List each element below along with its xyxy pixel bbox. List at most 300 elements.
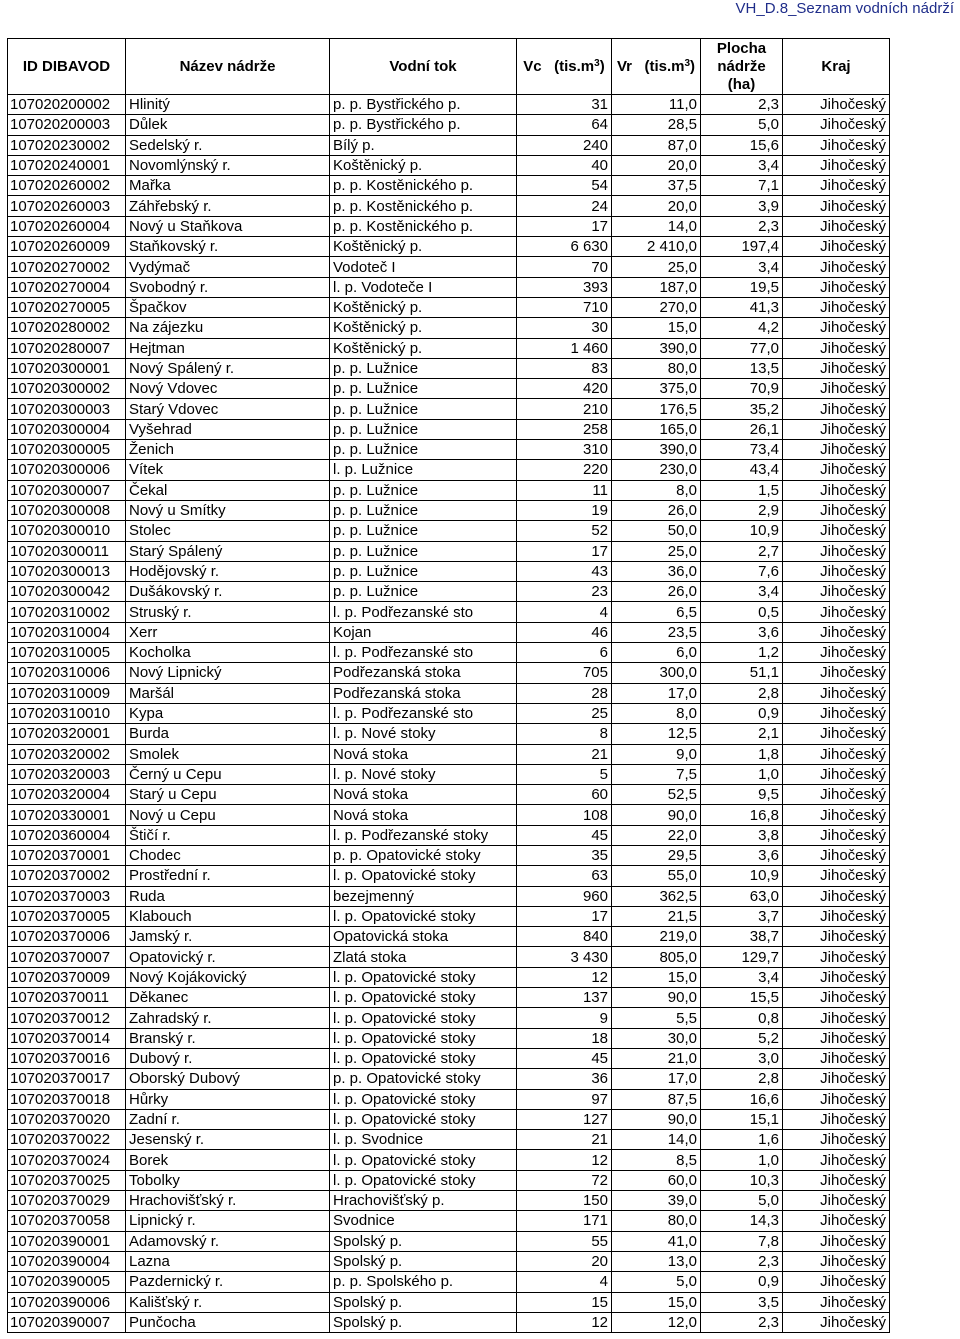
- cell-name: Na zájezku: [126, 318, 330, 338]
- cell-id: 107020370001: [8, 845, 126, 865]
- table-row: [8, 703, 890, 723]
- cell-vc: 258: [517, 419, 612, 439]
- page-header: VH_D.8_Seznam vodních nádrží: [735, 0, 954, 17]
- cell-region: Jihočeský: [783, 643, 890, 663]
- cell-vc: 21: [517, 1130, 612, 1150]
- table-row: [8, 866, 890, 886]
- cell-vc: 4: [517, 602, 612, 622]
- table-row: [8, 237, 890, 257]
- cell-id: 107020300010: [8, 521, 126, 541]
- cell-region: Jihočeský: [783, 1211, 890, 1231]
- cell-stream: Kojan: [330, 622, 517, 642]
- cell-stream: p. p. Lužnice: [330, 541, 517, 561]
- cell-id: 107020230002: [8, 135, 126, 155]
- cell-vc: 127: [517, 1109, 612, 1129]
- cell-id: 107020300042: [8, 582, 126, 602]
- cell-id: 107020200002: [8, 95, 126, 115]
- cell-id: 107020300001: [8, 358, 126, 378]
- cell-region: Jihočeský: [783, 135, 890, 155]
- cell-name: Nový u Smítky: [126, 500, 330, 520]
- cell-vr: 390,0: [612, 440, 701, 460]
- header-vc-unit-post: ): [599, 57, 605, 75]
- table-row: [8, 988, 890, 1008]
- header-area-line2: nádrže: [717, 57, 766, 75]
- cell-vc: 97: [517, 1089, 612, 1109]
- cell-name: Svobodný r.: [126, 277, 330, 297]
- table-row: [8, 379, 890, 399]
- cell-region: Jihočeský: [783, 440, 890, 460]
- cell-id: 107020370009: [8, 967, 126, 987]
- cell-stream: l. p. Opatovické stoky: [330, 1028, 517, 1048]
- cell-stream: p. p. Lužnice: [330, 500, 517, 520]
- cell-vc: 137: [517, 988, 612, 1008]
- cell-vr: 362,5: [612, 886, 701, 906]
- cell-name: Xerr: [126, 622, 330, 642]
- cell-area: 3,6: [701, 622, 783, 642]
- cell-stream: Spolský p.: [330, 1292, 517, 1312]
- cell-vr: 87,5: [612, 1089, 701, 1109]
- cell-vc: 9: [517, 1008, 612, 1028]
- cell-region: Jihočeský: [783, 582, 890, 602]
- cell-name: Hůrky: [126, 1089, 330, 1109]
- cell-id: 107020390004: [8, 1251, 126, 1271]
- cell-vr: 90,0: [612, 805, 701, 825]
- cell-region: Jihočeský: [783, 805, 890, 825]
- table-row: [8, 176, 890, 196]
- cell-region: Jihočeský: [783, 95, 890, 115]
- cell-stream: p. p. Lužnice: [330, 480, 517, 500]
- cell-name: Nový Spálený r.: [126, 358, 330, 378]
- cell-region: Jihočeský: [783, 866, 890, 886]
- table-row: [8, 257, 890, 277]
- cell-id: 107020310010: [8, 703, 126, 723]
- table-row: [8, 440, 890, 460]
- cell-region: Jihočeský: [783, 825, 890, 845]
- cell-area: 3,4: [701, 967, 783, 987]
- cell-region: Jihočeský: [783, 1028, 890, 1048]
- cell-stream: p. p. Spolského p.: [330, 1272, 517, 1292]
- cell-region: Jihočeský: [783, 480, 890, 500]
- cell-vr: 90,0: [612, 1109, 701, 1129]
- table-row: [8, 724, 890, 744]
- table-row: [8, 521, 890, 541]
- cell-id: 107020370005: [8, 906, 126, 926]
- cell-region: Jihočeský: [783, 521, 890, 541]
- cell-vc: 18: [517, 1028, 612, 1048]
- cell-name: Dušákovský r.: [126, 582, 330, 602]
- header-vc-label: Vc: [523, 57, 542, 75]
- cell-vc: 12: [517, 1150, 612, 1170]
- cell-id: 107020370020: [8, 1109, 126, 1129]
- table-row: [8, 1150, 890, 1170]
- cell-name: Dubový r.: [126, 1048, 330, 1068]
- cell-id: 107020280007: [8, 338, 126, 358]
- cell-stream: l. p. Podřezanské sto: [330, 643, 517, 663]
- table-row: [8, 805, 890, 825]
- table-row: [8, 1170, 890, 1190]
- cell-stream: Nová stoka: [330, 744, 517, 764]
- table-row: [8, 683, 890, 703]
- cell-area: 10,9: [701, 521, 783, 541]
- cell-id: 107020370017: [8, 1069, 126, 1089]
- reservoir-table: [7, 38, 890, 1333]
- cell-id: 107020260004: [8, 216, 126, 236]
- cell-name: Děkanec: [126, 988, 330, 1008]
- cell-area: 7,6: [701, 561, 783, 581]
- cell-area: 3,4: [701, 155, 783, 175]
- cell-stream: Koštěnický p.: [330, 338, 517, 358]
- cell-id: 107020300005: [8, 440, 126, 460]
- cell-id: 107020300011: [8, 541, 126, 561]
- cell-vr: 8,0: [612, 703, 701, 723]
- cell-stream: l. p. Opatovické stoky: [330, 1089, 517, 1109]
- cell-region: Jihočeský: [783, 1109, 890, 1129]
- table-row: [8, 155, 890, 175]
- table-row: [8, 1211, 890, 1231]
- cell-region: Jihočeský: [783, 196, 890, 216]
- cell-vc: 24: [517, 196, 612, 216]
- cell-id: 107020310005: [8, 643, 126, 663]
- cell-vr: 8,0: [612, 480, 701, 500]
- table-row: [8, 358, 890, 378]
- cell-vc: 46: [517, 622, 612, 642]
- cell-region: Jihočeský: [783, 724, 890, 744]
- cell-stream: Spolský p.: [330, 1312, 517, 1332]
- cell-name: Tobolky: [126, 1170, 330, 1190]
- table-row: [8, 1312, 890, 1332]
- cell-region: Jihočeský: [783, 1089, 890, 1109]
- cell-name: Klabouch: [126, 906, 330, 926]
- cell-stream: p. p. Lužnice: [330, 358, 517, 378]
- table-row: [8, 318, 890, 338]
- cell-vc: 5: [517, 764, 612, 784]
- cell-area: 15,5: [701, 988, 783, 1008]
- cell-stream: p. p. Bystřického p.: [330, 95, 517, 115]
- table-row: [8, 460, 890, 480]
- cell-id: 107020300004: [8, 419, 126, 439]
- cell-id: 107020370016: [8, 1048, 126, 1068]
- cell-vr: 22,0: [612, 825, 701, 845]
- cell-vr: 21,0: [612, 1048, 701, 1068]
- cell-vc: 15: [517, 1292, 612, 1312]
- table-row: [8, 1251, 890, 1271]
- cell-name: Stolec: [126, 521, 330, 541]
- cell-vc: 52: [517, 521, 612, 541]
- cell-area: 10,3: [701, 1170, 783, 1190]
- cell-vr: 23,5: [612, 622, 701, 642]
- cell-area: 5,0: [701, 1191, 783, 1211]
- cell-vr: 165,0: [612, 419, 701, 439]
- cell-stream: Zlatá stoka: [330, 947, 517, 967]
- cell-region: Jihočeský: [783, 379, 890, 399]
- cell-vr: 5,5: [612, 1008, 701, 1028]
- cell-vc: 63: [517, 866, 612, 886]
- cell-vr: 7,5: [612, 764, 701, 784]
- cell-region: Jihočeský: [783, 1231, 890, 1251]
- cell-vc: 25: [517, 703, 612, 723]
- cell-area: 2,8: [701, 1069, 783, 1089]
- table-row: [8, 622, 890, 642]
- cell-region: Jihočeský: [783, 338, 890, 358]
- table-row: [8, 764, 890, 784]
- cell-vc: 54: [517, 176, 612, 196]
- cell-region: Jihočeský: [783, 1272, 890, 1292]
- cell-vr: 12,5: [612, 724, 701, 744]
- cell-id: 107020370024: [8, 1150, 126, 1170]
- cell-id: 107020320002: [8, 744, 126, 764]
- cell-stream: Podřezanská stoka: [330, 663, 517, 683]
- cell-stream: l. p. Opatovické stoky: [330, 1150, 517, 1170]
- cell-id: 107020240001: [8, 155, 126, 175]
- cell-id: 107020330001: [8, 805, 126, 825]
- cell-id: 107020370006: [8, 927, 126, 947]
- cell-stream: Podřezanská stoka: [330, 683, 517, 703]
- table-row: [8, 480, 890, 500]
- cell-region: Jihočeský: [783, 744, 890, 764]
- table-row: [8, 886, 890, 906]
- cell-vr: 52,5: [612, 785, 701, 805]
- cell-stream: l. p. Podřezanské stoky: [330, 825, 517, 845]
- cell-vr: 26,0: [612, 582, 701, 602]
- cell-area: 1,6: [701, 1130, 783, 1150]
- cell-name: Zahradský r.: [126, 1008, 330, 1028]
- table-row: [8, 906, 890, 926]
- cell-vr: 6,5: [612, 602, 701, 622]
- cell-vr: 60,0: [612, 1170, 701, 1190]
- cell-vc: 31: [517, 95, 612, 115]
- cell-id: 107020260009: [8, 237, 126, 257]
- cell-vr: 17,0: [612, 683, 701, 703]
- cell-vr: 30,0: [612, 1028, 701, 1048]
- cell-stream: Koštěnický p.: [330, 318, 517, 338]
- cell-region: Jihočeský: [783, 906, 890, 926]
- cell-vc: 45: [517, 1048, 612, 1068]
- table-row: [8, 1191, 890, 1211]
- cell-id: 107020370002: [8, 866, 126, 886]
- cell-region: Jihočeský: [783, 785, 890, 805]
- cell-stream: Bílý p.: [330, 135, 517, 155]
- cell-id: 107020310002: [8, 602, 126, 622]
- cell-region: Jihočeský: [783, 1251, 890, 1271]
- cell-region: Jihočeský: [783, 277, 890, 297]
- cell-area: 2,3: [701, 1312, 783, 1332]
- cell-vr: 37,5: [612, 176, 701, 196]
- cell-stream: l. p. Opatovické stoky: [330, 988, 517, 1008]
- cell-area: 3,9: [701, 196, 783, 216]
- cell-area: 2,3: [701, 95, 783, 115]
- cell-region: Jihočeský: [783, 500, 890, 520]
- cell-id: 107020370022: [8, 1130, 126, 1150]
- cell-name: Ženich: [126, 440, 330, 460]
- cell-vr: 41,0: [612, 1231, 701, 1251]
- cell-area: 0,8: [701, 1008, 783, 1028]
- cell-stream: l. p. Opatovické stoky: [330, 1170, 517, 1190]
- cell-region: Jihočeský: [783, 602, 890, 622]
- header-area: [701, 39, 783, 95]
- cell-vr: 55,0: [612, 866, 701, 886]
- cell-vc: 17: [517, 541, 612, 561]
- cell-vc: 17: [517, 906, 612, 926]
- cell-id: 107020270004: [8, 277, 126, 297]
- cell-vr: 25,0: [612, 541, 701, 561]
- cell-region: Jihočeský: [783, 845, 890, 865]
- cell-vr: 25,0: [612, 257, 701, 277]
- cell-stream: Koštěnický p.: [330, 237, 517, 257]
- cell-vr: 2 410,0: [612, 237, 701, 257]
- cell-stream: l. p. Opatovické stoky: [330, 906, 517, 926]
- table-row: [8, 1130, 890, 1150]
- header-area-line1: Plocha: [716, 39, 767, 57]
- cell-area: 26,1: [701, 419, 783, 439]
- cell-name: Kypa: [126, 703, 330, 723]
- cell-name: Starý u Cepu: [126, 785, 330, 805]
- cell-region: Jihočeský: [783, 764, 890, 784]
- cell-id: 107020370029: [8, 1191, 126, 1211]
- table-row: [8, 1231, 890, 1251]
- cell-stream: l. p. Podřezanské sto: [330, 703, 517, 723]
- cell-name: Nový u Cepu: [126, 805, 330, 825]
- cell-vc: 171: [517, 1211, 612, 1231]
- cell-stream: p. p. Lužnice: [330, 561, 517, 581]
- cell-area: 7,1: [701, 176, 783, 196]
- cell-vr: 50,0: [612, 521, 701, 541]
- header-vr-unit-pre: (tis.m: [644, 57, 685, 75]
- cell-stream: l. p. Opatovické stoky: [330, 1109, 517, 1129]
- cell-region: Jihočeský: [783, 683, 890, 703]
- cell-region: Jihočeský: [783, 927, 890, 947]
- cell-vc: 35: [517, 845, 612, 865]
- cell-vr: 80,0: [612, 1211, 701, 1231]
- cell-vr: 300,0: [612, 663, 701, 683]
- table-row: [8, 541, 890, 561]
- cell-region: Jihočeský: [783, 155, 890, 175]
- cell-region: Jihočeský: [783, 460, 890, 480]
- cell-region: Jihočeský: [783, 1170, 890, 1190]
- cell-vr: 390,0: [612, 338, 701, 358]
- cell-vr: 230,0: [612, 460, 701, 480]
- cell-stream: l. p. Opatovické stoky: [330, 866, 517, 886]
- cell-region: Jihočeský: [783, 115, 890, 135]
- table-row: [8, 1109, 890, 1129]
- cell-area: 10,9: [701, 866, 783, 886]
- cell-name: Borek: [126, 1150, 330, 1170]
- table-row: [8, 744, 890, 764]
- cell-area: 16,6: [701, 1089, 783, 1109]
- cell-id: 107020370014: [8, 1028, 126, 1048]
- cell-area: 16,8: [701, 805, 783, 825]
- cell-name: Jamský r.: [126, 927, 330, 947]
- cell-vr: 87,0: [612, 135, 701, 155]
- cell-stream: Koštěnický p.: [330, 297, 517, 317]
- cell-area: 1,2: [701, 643, 783, 663]
- cell-vc: 19: [517, 500, 612, 520]
- table-row: [8, 338, 890, 358]
- cell-vc: 8: [517, 724, 612, 744]
- cell-area: 2,9: [701, 500, 783, 520]
- cell-area: 2,3: [701, 216, 783, 236]
- cell-stream: p. p. Lužnice: [330, 521, 517, 541]
- cell-area: 129,7: [701, 947, 783, 967]
- header-name: Název nádrže: [126, 39, 330, 95]
- header-id: ID DIBAVOD: [8, 39, 126, 95]
- table-row: [8, 785, 890, 805]
- cell-vr: 12,0: [612, 1312, 701, 1332]
- table-row: [8, 845, 890, 865]
- cell-id: 107020320001: [8, 724, 126, 744]
- cell-vc: 23: [517, 582, 612, 602]
- cell-vr: 187,0: [612, 277, 701, 297]
- cell-region: Jihočeský: [783, 663, 890, 683]
- header-vr: [612, 39, 701, 95]
- header-row: [8, 39, 890, 95]
- cell-id: 107020310009: [8, 683, 126, 703]
- cell-stream: l. p. Opatovické stoky: [330, 1048, 517, 1068]
- cell-stream: bezejmenný: [330, 886, 517, 906]
- cell-area: 1,5: [701, 480, 783, 500]
- cell-stream: Spolský p.: [330, 1251, 517, 1271]
- cell-region: Jihočeský: [783, 216, 890, 236]
- table-row: [8, 135, 890, 155]
- cell-stream: p. p. Opatovické stoky: [330, 1069, 517, 1089]
- cell-vr: 20,0: [612, 155, 701, 175]
- cell-name: Sedelský r.: [126, 135, 330, 155]
- cell-name: Nový Kojákovický: [126, 967, 330, 987]
- cell-vr: 36,0: [612, 561, 701, 581]
- cell-vr: 11,0: [612, 95, 701, 115]
- cell-vc: 70: [517, 257, 612, 277]
- table-row: [8, 561, 890, 581]
- table-row: [8, 399, 890, 419]
- cell-name: Vítek: [126, 460, 330, 480]
- cell-id: 107020390005: [8, 1272, 126, 1292]
- cell-name: Burda: [126, 724, 330, 744]
- cell-id: 107020370012: [8, 1008, 126, 1028]
- cell-region: Jihočeský: [783, 947, 890, 967]
- cell-vc: 705: [517, 663, 612, 683]
- cell-vc: 43: [517, 561, 612, 581]
- cell-area: 3,5: [701, 1292, 783, 1312]
- table-body: [8, 95, 890, 1333]
- cell-stream: p. p. Lužnice: [330, 419, 517, 439]
- cell-name: Branský r.: [126, 1028, 330, 1048]
- cell-vr: 375,0: [612, 379, 701, 399]
- cell-region: Jihočeský: [783, 1130, 890, 1150]
- cell-area: 38,7: [701, 927, 783, 947]
- cell-region: Jihočeský: [783, 1292, 890, 1312]
- cell-id: 107020300013: [8, 561, 126, 581]
- table-row: [8, 1292, 890, 1312]
- cell-area: 14,3: [701, 1211, 783, 1231]
- cell-stream: l. p. Nové stoky: [330, 764, 517, 784]
- cell-region: Jihočeský: [783, 703, 890, 723]
- cell-stream: l. p. Svodnice: [330, 1130, 517, 1150]
- cell-stream: p. p. Lužnice: [330, 379, 517, 399]
- cell-region: Jihočeský: [783, 176, 890, 196]
- cell-vc: 108: [517, 805, 612, 825]
- cell-stream: l. p. Lužnice: [330, 460, 517, 480]
- cell-name: Adamovský r.: [126, 1231, 330, 1251]
- cell-area: 7,8: [701, 1231, 783, 1251]
- cell-id: 107020390001: [8, 1231, 126, 1251]
- cell-region: Jihočeský: [783, 1069, 890, 1089]
- cell-id: 107020360004: [8, 825, 126, 845]
- header-stream: Vodní tok: [330, 39, 517, 95]
- cell-vr: 14,0: [612, 216, 701, 236]
- cell-vr: 9,0: [612, 744, 701, 764]
- cell-region: Jihočeský: [783, 399, 890, 419]
- cell-region: Jihočeský: [783, 541, 890, 561]
- cell-name: Černý u Cepu: [126, 764, 330, 784]
